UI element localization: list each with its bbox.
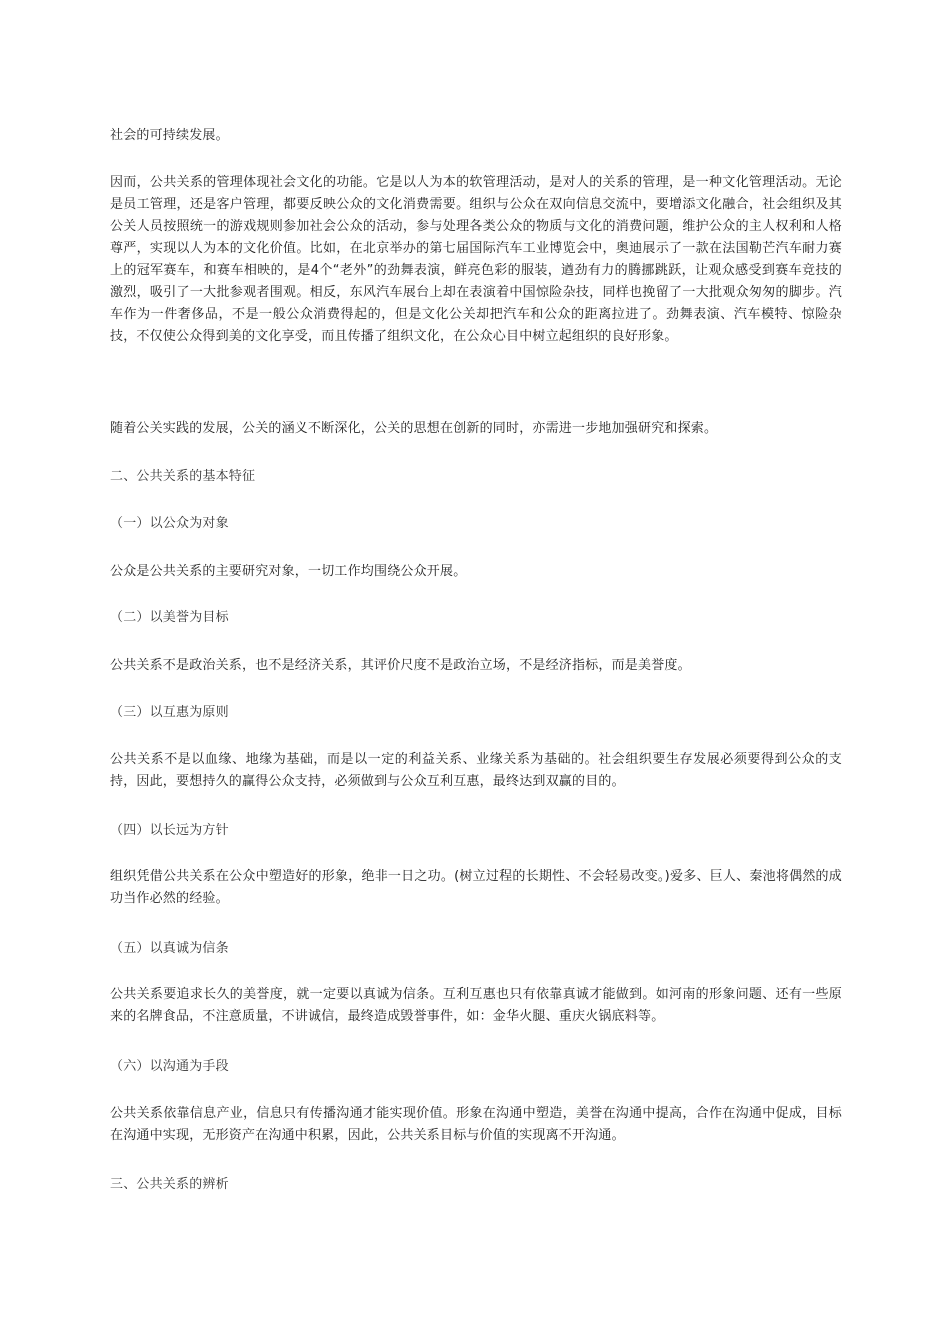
section-heading-basic-features: 二、公共关系的基本特征: [110, 469, 256, 484]
subsection-title-reputation: （二）以美誉为目标: [110, 610, 229, 625]
subsection-body-communication: 公共关系依靠信息产业，信息只有传播沟通才能实现价值。形象在沟通中塑造，美誉在沟通中提高，合作在沟通中促成，目标在沟通中实现，无形资产在沟通中积累，因此，公共关系目标与价值的实现离不开沟通。: [110, 1106, 842, 1143]
section-heading-analysis: 三、公共关系的辨析: [110, 1177, 229, 1192]
subsection-body-long-term: 组织凭借公共关系在公众中塑造好的形象，绝非一日之功。(树立过程的长期性、不会轻易改变。)爱多、巨人、秦池将偶然的成功当作必然的经验。: [110, 869, 842, 906]
subsection-title-long-term: （四）以长远为方针: [110, 823, 229, 838]
paragraph-continuation: 社会的可持续发展。: [110, 128, 229, 143]
paragraph-practice-development: 随着公关实践的发展，公关的涵义不断深化，公关的思想在创新的同时，亦需进一步地加强研究和探索。: [110, 421, 718, 436]
subsection-title-sincerity: （五）以真诚为信条: [110, 941, 229, 956]
subsection-title-mutual-benefit: （三）以互惠为原则: [110, 705, 229, 720]
subsection-title-communication: （六）以沟通为手段: [110, 1059, 229, 1074]
paragraph-culture-function: 因而，公共关系的管理体现社会文化的功能。它是以人为本的软管理活动，是对人的关系的管理，是一种文化管理活动。无论是员工管理，还是客户管理，都要反映公众的文化消费需要。组织与公众在双向信息交流中，要增添文化融合，社会组织及其公关人员按照统一的游戏规则参加社会公众的活动，参与处理各类公众的物质与文化的消费问题，维护公众的主人权利和人格尊严，实现以人为本的文化价值。比如，在北京举办的第七届国际汽车工业博览会中，奥迪展示了一款在法国勒芒汽车耐力赛上的冠军赛车，和赛车相映的，是4个“老外”的劲舞表演，鲜亮色彩的服装，遒劲有力的腾挪跳跃，让观众感受到赛车竞技的激烈，吸引了一大批参观者围观。相反，东风汽车展台上却在表演着中国惊险杂技，同样也挽留了一大批观众匆匆的脚步。汽车作为一件奢侈品，不是一般公众消费得起的，但是文化公关却把汽车和公众的距离拉进了。劲舞表演、汽车模特、惊险杂技，不仅使公众得到美的文化享受，而且传播了组织文化，在公众心目中树立起组织的良好形象。: [110, 175, 842, 344]
subsection-body-public: 公众是公共关系的主要研究对象，一切工作均围绕公众开展。: [110, 564, 467, 579]
subsection-body-mutual-benefit: 公共关系不是以血缘、地缘为基础，而是以一定的利益关系、业缘关系为基础的。社会组织要生存发展必须要得到公众的支持，因此，要想持久的赢得公众支持，必须做到与公众互利互惠，最终达到双赢的目的。: [110, 752, 842, 789]
subsection-body-sincerity: 公共关系要追求长久的美誉度，就一定要以真诚为信条。互利互惠也只有依靠真诚才能做到。如河南的形象问题、还有一些原来的名牌食品，不注意质量，不讲诚信，最终造成毁誉事件，如：金华火腿、重庆火锅底料等。: [110, 987, 842, 1024]
subsection-body-reputation: 公共关系不是政治关系，也不是经济关系，其评价尺度不是政治立场，不是经济指标，而是美誉度。: [110, 658, 691, 673]
subsection-title-public: （一）以公众为对象: [110, 516, 229, 531]
